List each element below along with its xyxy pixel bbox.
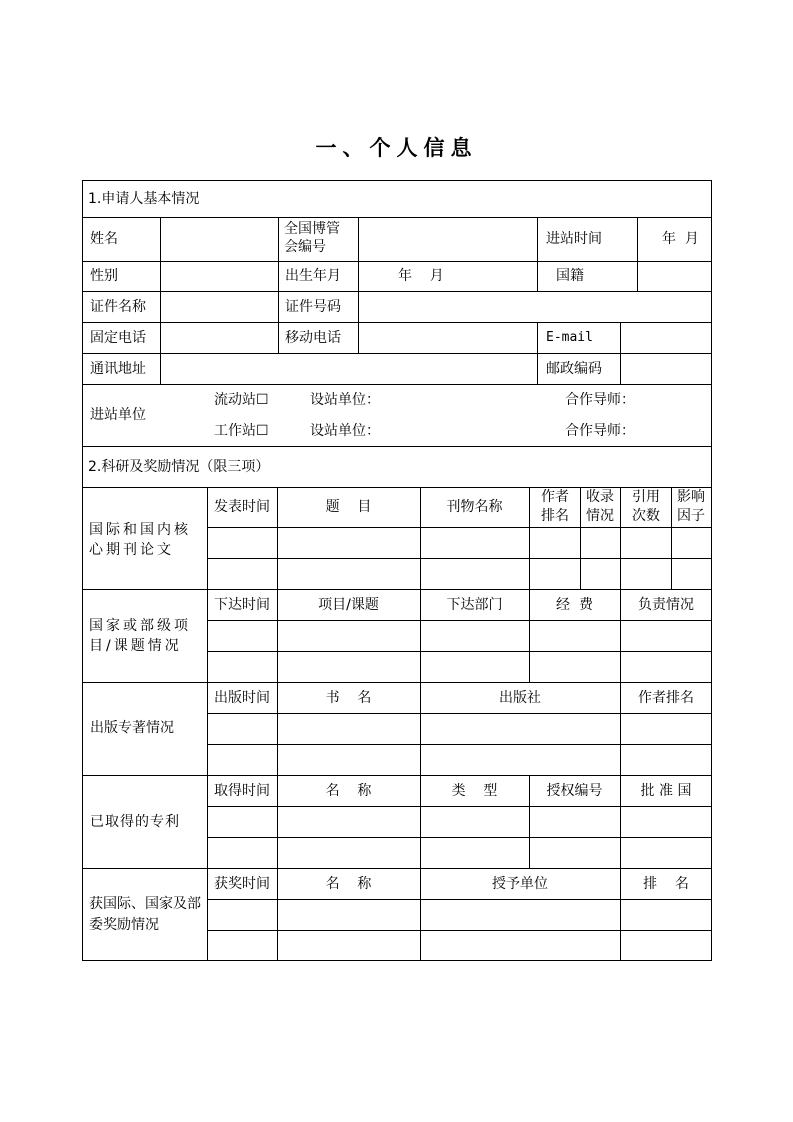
label-coop-supervisor: 合作导师： xyxy=(565,423,635,439)
label-birth-date: 出生年月 xyxy=(285,268,341,284)
col-header-author-rank: 作者排名 xyxy=(541,489,569,524)
birth-date-year-month: 年 月 xyxy=(398,268,444,284)
label-address: 通讯地址 xyxy=(90,361,146,377)
label-nationality: 国籍 xyxy=(556,268,584,284)
col-header-rank: 排 名 xyxy=(643,876,689,892)
row-line xyxy=(82,868,712,869)
work-station-checkbox[interactable]: 工作站☐ xyxy=(214,423,269,439)
label-coop-supervisor: 合作导师： xyxy=(565,392,635,408)
col-header-indexed-status: 收录情况 xyxy=(586,489,614,524)
row-line xyxy=(82,775,712,776)
row-line xyxy=(82,322,712,323)
label-email: E-mail xyxy=(546,330,593,345)
col-header-citation-count: 引用次数 xyxy=(632,489,660,524)
row-line xyxy=(82,384,712,385)
label-patents: 已取得的专利 xyxy=(90,814,180,830)
row-line xyxy=(207,527,712,528)
col-header-responsibility: 负责情况 xyxy=(638,597,694,613)
label-monographs: 出版专著情况 xyxy=(90,720,174,736)
col-header-award-name: 名 称 xyxy=(325,876,372,892)
label-entry-unit: 进站单位 xyxy=(90,407,146,423)
label-id-type: 证件名称 xyxy=(90,299,146,315)
label-mobile: 移动电话 xyxy=(285,330,341,346)
col-header-publish-time: 发表时间 xyxy=(214,499,270,515)
col-header-issuing-dept: 下达部门 xyxy=(446,597,503,613)
col-header-granting-unit: 授予单位 xyxy=(492,876,548,892)
col-line xyxy=(637,217,638,291)
col-header-grant-number: 授权编号 xyxy=(546,783,603,799)
row-line xyxy=(207,744,712,745)
row-line xyxy=(82,217,712,218)
col-header-author-rank: 作者排名 xyxy=(638,690,694,706)
row-line xyxy=(207,713,712,714)
col-header-publish-time: 出版时间 xyxy=(214,690,270,706)
row-line xyxy=(207,806,712,807)
row-line xyxy=(207,930,712,931)
col-header-funding: 经 费 xyxy=(556,597,593,613)
row-line xyxy=(82,487,712,488)
col-header-obtain-time: 取得时间 xyxy=(214,783,270,799)
col-line xyxy=(278,217,279,353)
section-basic-header: 1.申请人基本情况 xyxy=(88,191,200,207)
col-line xyxy=(620,487,621,589)
col-line xyxy=(529,487,530,589)
col-header-patent-type: 类 型 xyxy=(451,783,498,799)
page-title: 一、个人信息 xyxy=(315,136,478,160)
row-line xyxy=(207,651,712,652)
col-header-paper-title: 题 目 xyxy=(325,499,372,515)
label-postcode: 邮政编码 xyxy=(546,361,602,377)
col-line xyxy=(537,217,538,291)
col-header-book-title: 书 名 xyxy=(325,690,372,706)
label-core-journal-papers: 国际和国内核心期刊论文 xyxy=(89,522,191,558)
row-line xyxy=(82,682,712,683)
col-header-impact-factor: 影响因子 xyxy=(677,489,705,524)
label-boguan-number: 全国博管会编号 xyxy=(284,221,340,255)
row-line xyxy=(207,899,712,900)
mobile-station-checkbox[interactable]: 流动站☐ xyxy=(214,392,269,408)
label-national-projects: 国家或部级项目/课题情况 xyxy=(89,618,191,654)
col-header-award-time: 获奖时间 xyxy=(214,876,270,892)
label-awards: 获国际、国家及部委奖励情况 xyxy=(89,896,201,933)
col-line xyxy=(620,322,621,384)
row-line xyxy=(207,837,712,838)
col-line xyxy=(671,487,672,589)
label-name: 姓名 xyxy=(90,231,118,247)
row-line xyxy=(82,589,712,590)
label-host-unit: 设站单位： xyxy=(310,392,380,408)
entry-time-year-month: 年 月 xyxy=(662,231,699,247)
col-header-patent-name: 名 称 xyxy=(325,783,372,799)
col-line xyxy=(580,487,581,589)
label-gender: 性别 xyxy=(90,268,118,284)
label-entry-time: 进站时间 xyxy=(546,231,602,247)
col-line xyxy=(358,217,359,353)
row-line xyxy=(82,446,712,447)
row-line xyxy=(207,620,712,621)
col-line xyxy=(160,217,161,384)
label-landline: 固定电话 xyxy=(90,330,146,346)
col-line xyxy=(537,322,538,384)
row-line xyxy=(82,353,712,354)
label-host-unit: 设站单位： xyxy=(310,423,380,439)
col-header-approving-country: 批 准 国 xyxy=(640,783,692,799)
col-header-project-topic: 项目/课题 xyxy=(318,597,379,613)
personal-info-form xyxy=(82,180,712,961)
col-header-journal-name: 刊物名称 xyxy=(446,499,503,515)
section-research-header: 2.科研及奖励情况（限三项） xyxy=(88,459,270,475)
row-line xyxy=(82,291,712,292)
col-header-issue-time: 下达时间 xyxy=(214,597,270,613)
col-header-publisher: 出版社 xyxy=(499,690,541,706)
row-line xyxy=(207,558,712,559)
label-id-number: 证件号码 xyxy=(285,299,341,315)
row-line xyxy=(82,261,712,262)
